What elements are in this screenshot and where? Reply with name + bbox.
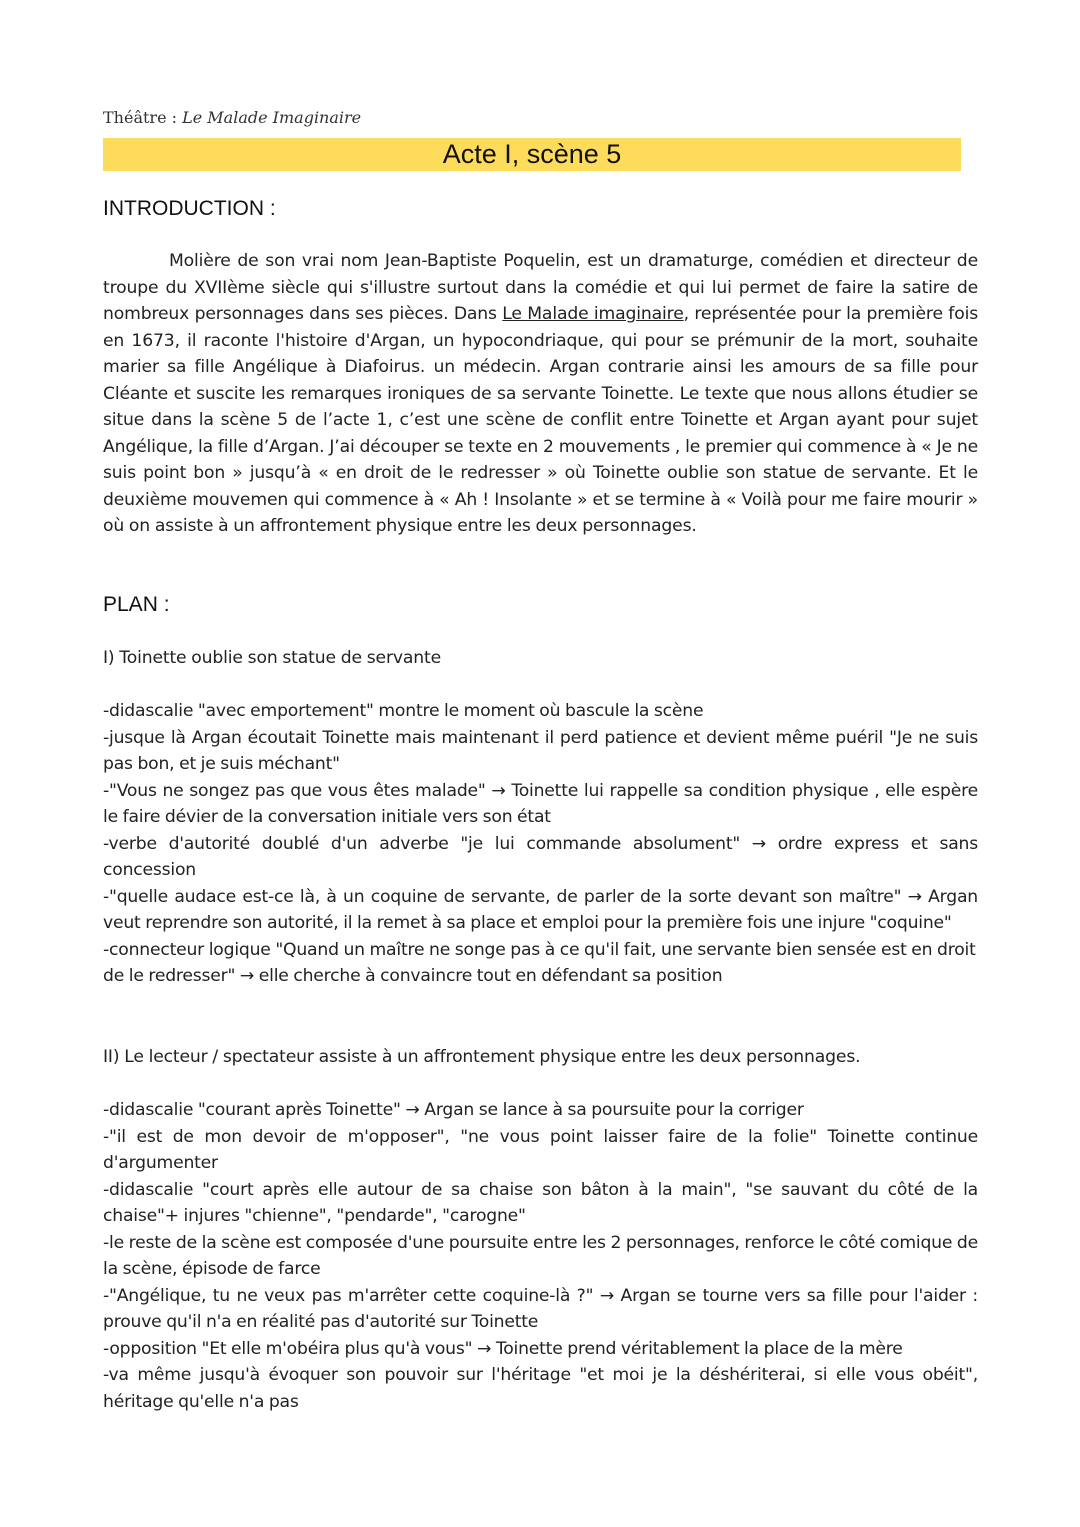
list-item: -va même jusqu'à évoquer son pouvoir sur l'héritage "et moi je la déshériterai, si elle vous obéit", héritage qu'elle n'a pas bbox=[103, 1365, 978, 1412]
list-item: -jusque là Argan écoutait Toinette mais maintenant il perd patience et devient même puéril "Je ne suis pas bon, et je suis méchant" bbox=[103, 727, 978, 774]
scene-title: Acte I, scène 5 bbox=[103, 138, 961, 171]
list-item: -"Vous ne songez pas que vous êtes malade" → Toinette lui rappelle sa condition physique , elle espère le faire dévier de la conversation initiale vers son état bbox=[103, 780, 978, 827]
introduction-heading: INTRODUCTION : bbox=[103, 197, 276, 220]
list-item: -verbe d'autorité doublé d'un adverbe "je lui commande absolument" → ordre express et sans concession bbox=[103, 833, 978, 880]
list-item: -le reste de la scène est composée d'une poursuite entre les 2 personnages, renforce le côté comique de la scène, épisode de farce bbox=[103, 1232, 978, 1279]
list-item: -didascalie "courant après Toinette" → Argan se lance à sa poursuite pour la corriger bbox=[103, 1100, 804, 1120]
header-work-title: Le Malade Imaginaire bbox=[182, 108, 362, 127]
list-item: -opposition "Et elle m'obéira plus qu'à vous" → Toinette prend véritablement la place de la mère bbox=[103, 1338, 903, 1359]
list-item: -"quelle audace est-ce là, à un coquine de servante, de parler de la sorte devant son maître" → Argan veut reprendre son autorité, il la remet à sa place et emploi pour la première fois une injure "coquine" bbox=[103, 886, 978, 933]
part-2-title: II) Le lecteur / spectateur assiste à un affrontement physique entre les deux personnages. bbox=[103, 1047, 861, 1067]
introduction-paragraph bbox=[103, 248, 978, 540]
part-1-bullets bbox=[103, 698, 978, 990]
document-header bbox=[103, 108, 361, 127]
list-item: -connecteur logique "Quand un maître ne songe pas à ce qu'il fait, une servante bien sensée est en droit de le redresser" → elle cherche à convaincre tout en défendant sa position bbox=[103, 939, 976, 986]
header-label: Théâtre : bbox=[103, 108, 178, 127]
intro-text-end: , représentée pour la première fois en 1673, il raconte l'histoire d'Argan, un hypocondriaque, qui pour se prémunir de la mort, souhaite marier sa fille Angélique à Diafoirus. un médecin. Argan contrarie ainsi les amours de sa fille pour Cléante et suscite les remarques ironiques de sa servante Toinette. Le texte que nous allons étudier se situe dans la scène 5 de l’acte 1, c’est une scène de conflit entre Toinette et Argan ayant pour sujet Angélique, la fille d’Argan. J’ai découper se texte en 2 mouvements , le premier qui commence à « Je ne suis point bon » jusqu’à « en droit de le redresser » où Toinette oublie son statue de servante. Et le deuxième mouvemen qui commence à « Ah ! Insolante » et se termine à « Voilà pour me faire mourir » où on assiste à un affrontement physique entre les deux personnages. bbox=[103, 304, 978, 536]
part-2-bullets bbox=[103, 1097, 978, 1415]
work-title-link: Le Malade imaginaire bbox=[502, 304, 684, 324]
part-1-title: I) Toinette oublie son statue de servante bbox=[103, 648, 442, 668]
plan-heading: PLAN : bbox=[103, 593, 170, 616]
list-item: -"Angélique, tu ne veux pas m'arrêter cette coquine-là ?" → Argan se tourne vers sa fille pour l'aider : prouve qu'il n'a en réalité pas d'autorité sur Toinette bbox=[103, 1285, 978, 1332]
intro-text-start: Molière de son vrai nom Jean-Baptiste Poquelin, est un dramaturge, comédien et directeur de troupe du XVIIème siècle qui s'illustre surtout dans la comédie et qui lui permet de faire la satire de nombreux personnages dans ses pièces. Dans bbox=[103, 251, 978, 324]
list-item: -"il est de mon devoir de m'opposer", "ne vous point laisser faire de la folie" Toinette continue d'argumenter bbox=[103, 1126, 978, 1173]
list-item: -didascalie "court après elle autour de sa chaise son bâton à la main", "se sauvant du côté de la chaise"+ injures "chienne", "pendarde", "carogne" bbox=[103, 1179, 978, 1226]
list-item: -didascalie "avec emportement" montre le moment où bascule la scène bbox=[103, 701, 704, 721]
